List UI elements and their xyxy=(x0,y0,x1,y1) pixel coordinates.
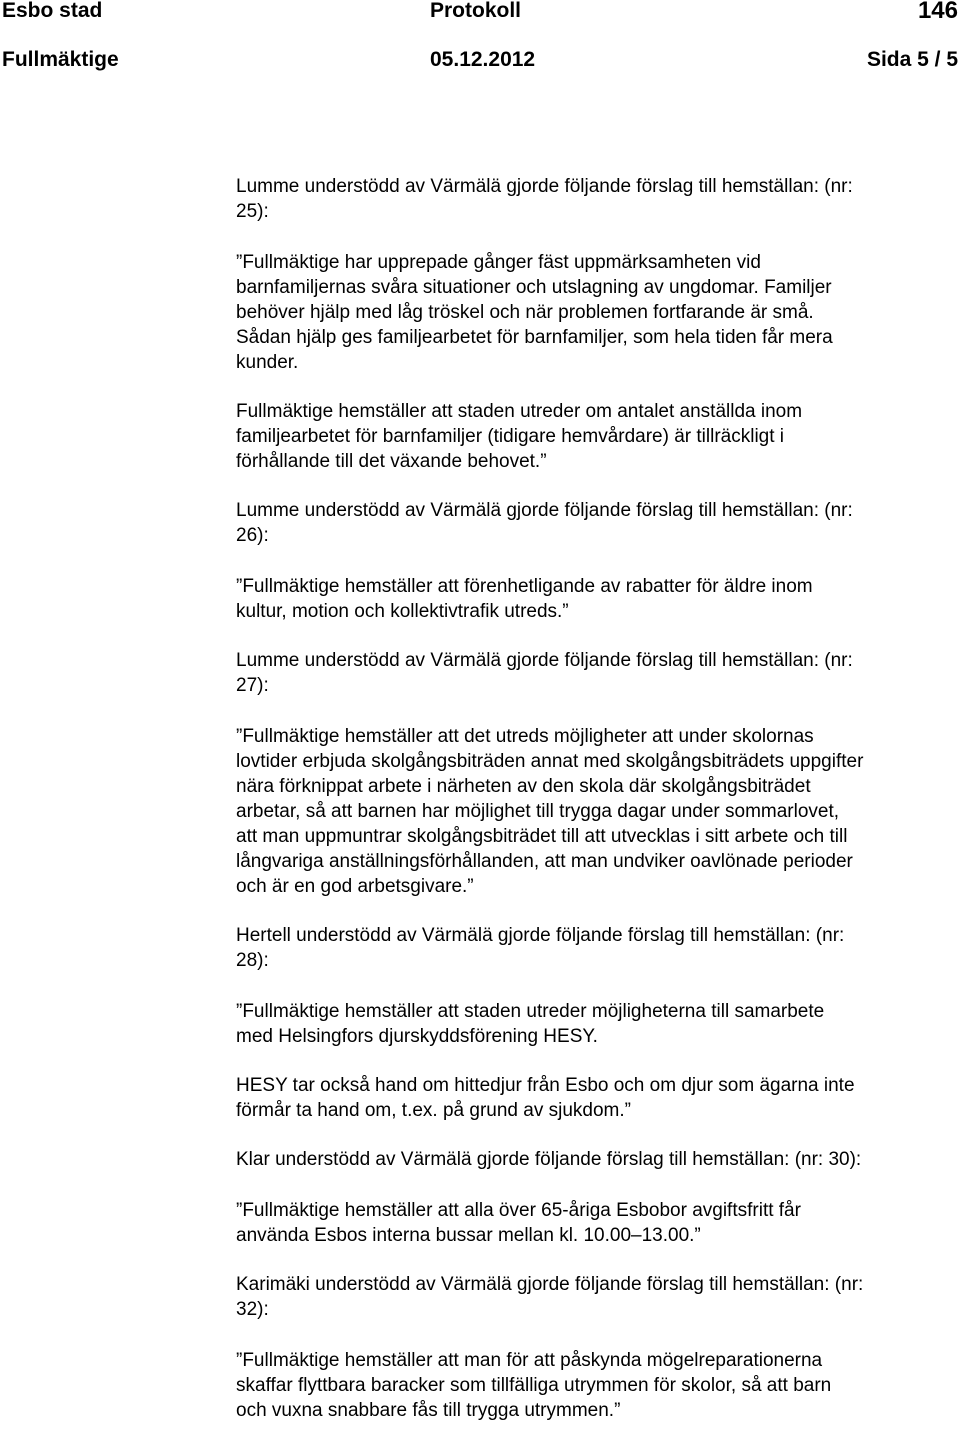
header-row-1 xyxy=(0,0,960,28)
header-document-type: Protokoll xyxy=(430,0,522,22)
text-line: Sådan hjälp ges familjearbetet för barnfamiljer, som hela tiden får mera xyxy=(236,327,833,348)
text-line: behöver hjälp med låg tröskel och när problemen fortfarande är små. xyxy=(236,302,814,323)
proposal-intro-paragraph xyxy=(236,648,960,698)
proposal-text-paragraph xyxy=(236,999,960,1049)
text-line: Karimäki understödd av Värmälä gjorde följande förslag till hemställan: (nr: xyxy=(236,1274,864,1295)
text-line: ”Fullmäktige har upprepade gånger fäst uppmärksamheten vid xyxy=(236,252,761,273)
text-line: 27): xyxy=(236,675,269,696)
text-line: ”Fullmäktige hemställer att det utreds möjligheter att under skolornas xyxy=(236,726,814,747)
text-line: använda Esbos interna bussar mellan kl. 10.00–13.00.” xyxy=(236,1225,701,1246)
header-page-indicator: Sida 5 / 5 xyxy=(866,48,958,71)
text-line: med Helsingfors djurskyddsförening HESY. xyxy=(236,1026,598,1047)
text-line: Lumme understödd av Värmälä gjorde följande förslag till hemställan: (nr: xyxy=(236,176,853,197)
page-header xyxy=(0,0,960,80)
proposal-text-paragraph xyxy=(236,399,960,474)
proposal-text-paragraph xyxy=(236,724,960,899)
document-body xyxy=(236,174,960,1447)
text-line: lovtider erbjuda skolgångsbiträden annat med skolgångsbiträdets uppgifter xyxy=(236,751,864,772)
header-organization: Esbo stad xyxy=(2,0,103,22)
text-line: 28): xyxy=(236,950,269,971)
proposal-intro-paragraph xyxy=(236,174,960,224)
proposal-intro-paragraph xyxy=(236,923,960,973)
text-line: ”Fullmäktige hemställer att förenhetligande av rabatter för äldre inom xyxy=(236,576,813,597)
text-line: 32): xyxy=(236,1299,269,1320)
text-line: långvariga anställningsförhållanden, att man undviker oavlönade perioder xyxy=(236,851,853,872)
text-line: ”Fullmäktige hemställer att staden utreder möjligheterna till samarbete xyxy=(236,1001,825,1022)
text-line: nära förknippat arbete i närheten av den skola där skolgångsbiträdet xyxy=(236,776,811,797)
text-line: 25): xyxy=(236,201,269,222)
text-line: att man uppmuntrar skolgångsbiträdet till att utvecklas i sitt arbete och till xyxy=(236,826,848,847)
header-section-number: 146 xyxy=(917,0,958,24)
text-line: 26): xyxy=(236,525,269,546)
text-line: förmår ta hand om, t.ex. på grund av sjukdom.” xyxy=(236,1100,631,1121)
proposal-text-paragraph xyxy=(236,574,960,624)
text-line: och är en god arbetsgivare.” xyxy=(236,876,474,897)
text-line: familjearbetet för barnfamiljer (tidigare hemvårdare) är tillräckligt i xyxy=(236,426,785,447)
proposal-text-paragraph xyxy=(236,1073,960,1123)
text-line: Lumme understödd av Värmälä gjorde följande förslag till hemställan: (nr: xyxy=(236,500,853,521)
proposal-text-paragraph xyxy=(236,250,960,375)
proposal-intro-paragraph xyxy=(236,1147,960,1172)
proposal-text-paragraph xyxy=(236,1348,960,1423)
text-line: Hertell understödd av Värmälä gjorde följande förslag till hemställan: (nr: xyxy=(236,925,845,946)
text-line: Lumme understödd av Värmälä gjorde följande förslag till hemställan: (nr: xyxy=(236,650,853,671)
text-line: ”Fullmäktige hemställer att alla över 65-åriga Esbobor avgiftsfritt får xyxy=(236,1200,801,1221)
header-row-2 xyxy=(0,43,960,77)
text-line: kunder. xyxy=(236,352,299,373)
text-line: förhållande till det växande behovet.” xyxy=(236,451,547,472)
header-body-name: Fullmäktige xyxy=(2,48,119,71)
proposal-intro-paragraph xyxy=(236,1272,960,1322)
text-line: skaffar flyttbara baracker som tillfälliga utrymmen för skolor, så att barn xyxy=(236,1375,832,1396)
text-line: kultur, motion och kollektivtrafik utreds.” xyxy=(236,601,569,622)
text-line: barnfamiljernas svåra situationer och utslagning av ungdomar. Familjer xyxy=(236,277,832,298)
proposal-text-paragraph xyxy=(236,1198,960,1248)
header-date: 05.12.2012 xyxy=(430,48,536,71)
proposal-intro-paragraph xyxy=(236,498,960,548)
text-line: ”Fullmäktige hemställer att man för att påskynda mögelreparationerna xyxy=(236,1350,823,1371)
text-line: Klar understödd av Värmälä gjorde följande förslag till hemställan: (nr: 30): xyxy=(236,1149,862,1170)
text-line: Fullmäktige hemställer att staden utreder om antalet anställda inom xyxy=(236,401,803,422)
text-line: arbetar, så att barnen har möjlighet till trygga dagar under sommarlovet, xyxy=(236,801,840,822)
text-line: och vuxna snabbare fås till trygga utrymmen.” xyxy=(236,1400,621,1421)
text-line: HESY tar också hand om hittedjur från Esbo och om djur som ägarna inte xyxy=(236,1075,855,1096)
